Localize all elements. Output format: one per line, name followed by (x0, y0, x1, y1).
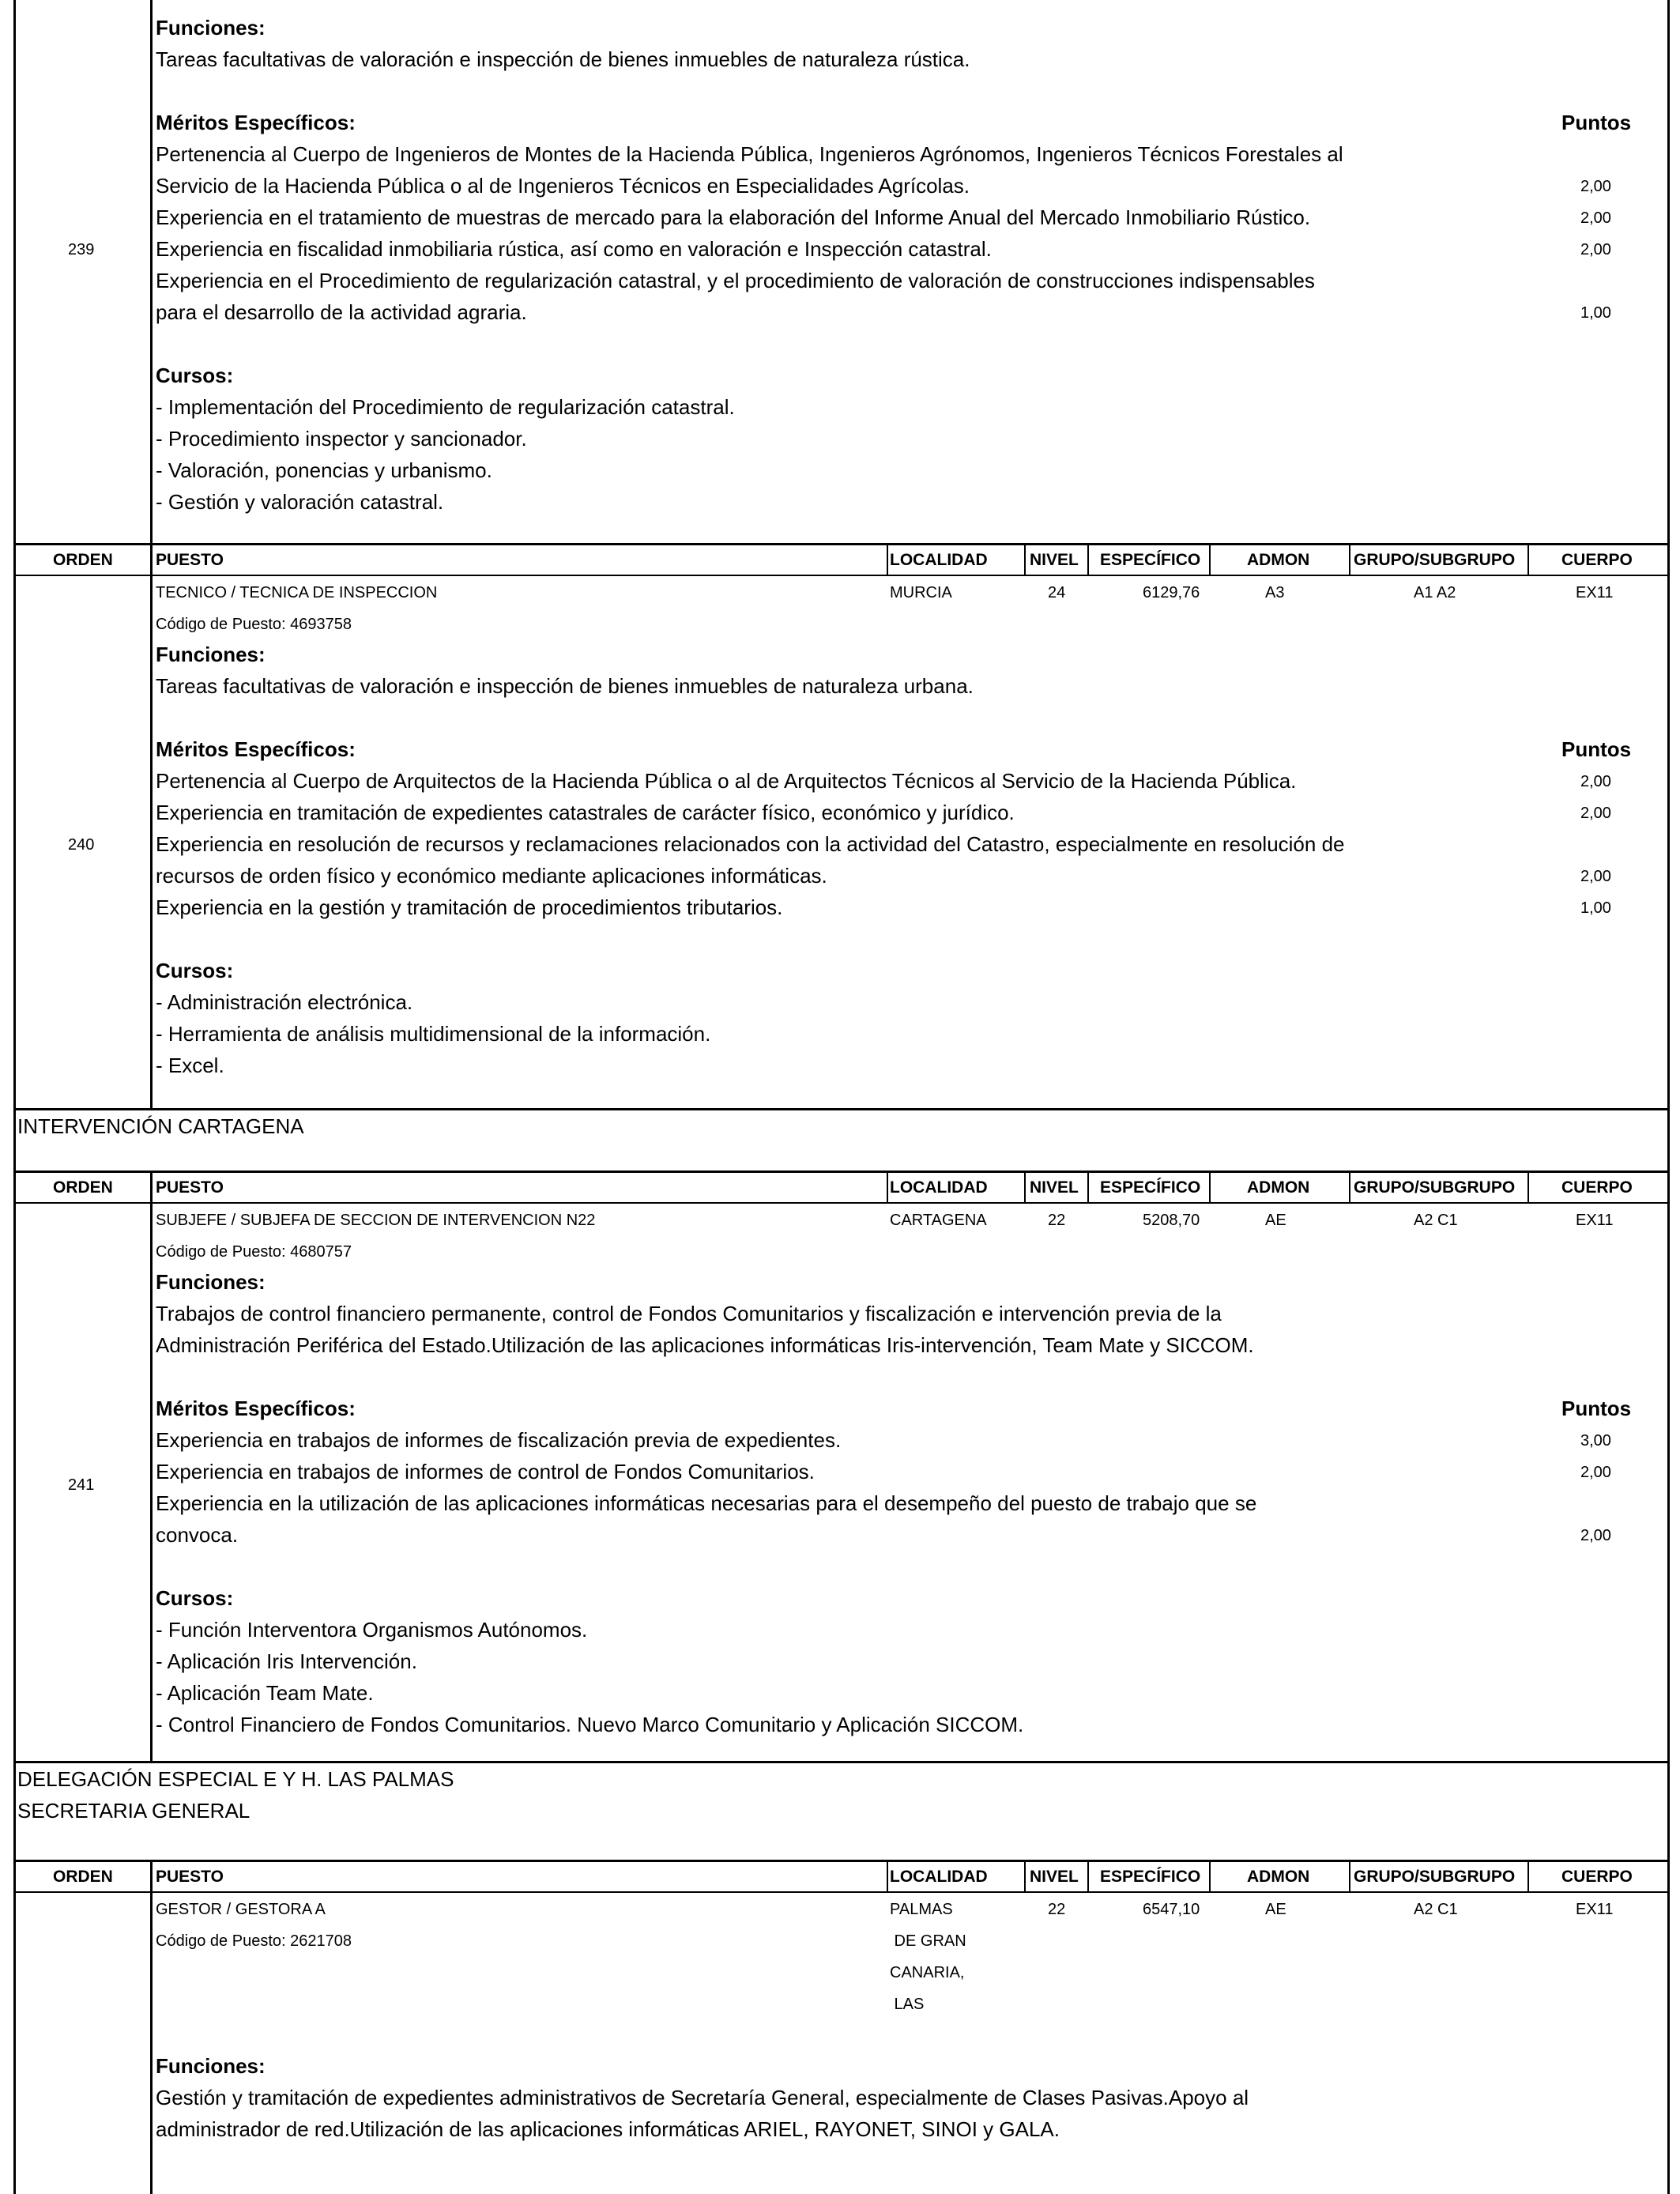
puesto-title: GESTOR / GESTORA A (156, 1901, 326, 1918)
header-cuerpo: CUERPO (1561, 1178, 1633, 1197)
cursos-label: Cursos: (156, 1586, 234, 1610)
cursos-label: Cursos: (156, 364, 234, 387)
merit-text: Experiencia en tramitación de expedientes catastrales de carácter físico, económico y jurídico. (156, 801, 1015, 824)
funciones-text: Tareas facultativas de valoración e inspección de bienes inmuebles de naturaleza urbana. (156, 674, 974, 698)
header-nivel: NIVEL (1030, 1868, 1079, 1886)
header-bottom-line (13, 1891, 1670, 1893)
admon-value: A3 (1265, 584, 1285, 601)
header-col-divider (1209, 1171, 1211, 1202)
header-puesto: PUESTO (156, 1178, 224, 1197)
localidad-value: DE GRAN (890, 1932, 966, 1950)
orden-divider-241 (150, 1173, 153, 1762)
codigo-puesto: Código de Puesto: 4693758 (156, 616, 352, 633)
header-col-divider (1527, 1171, 1529, 1202)
merit-text: para el desarrollo de la actividad agraria. (156, 300, 527, 324)
section-title: INTERVENCIÓN CARTAGENA (17, 1114, 304, 1138)
merit-points: 2,00 (1580, 241, 1611, 258)
header-admon: ADMON (1247, 1178, 1310, 1197)
admon-value: AE (1265, 1901, 1286, 1918)
header-top-line (13, 543, 1670, 545)
header-bottom-line (13, 575, 1670, 576)
admon-value: AE (1265, 1212, 1286, 1229)
localidad-value: PALMAS (890, 1901, 953, 1918)
funciones-text: Gestión y tramitación de expedientes administrativos de Secretaría General, especialmente de Clases Pasivas.Apoyo al (156, 2086, 1249, 2109)
right-border (1667, 0, 1670, 2194)
header-col-divider (1527, 543, 1529, 575)
header-especifico: ESPECÍFICO (1100, 1868, 1201, 1886)
merit-text: Experiencia en resolución de recursos y reclamaciones relacionados con la actividad del Catastro, especialmente en resolución de (156, 832, 1345, 856)
grupo-value: A2 C1 (1414, 1901, 1458, 1918)
puntos-label: Puntos (1561, 111, 1632, 134)
funciones-text: Administración Periférica del Estado.Utilización de las aplicaciones informáticas Iris-intervención, Team Mate y SICCOM. (156, 1333, 1254, 1357)
header-puesto: PUESTO (156, 551, 224, 569)
header-cuerpo: CUERPO (1561, 551, 1633, 569)
header-orden: ORDEN (53, 1868, 113, 1886)
funciones-label: Funciones: (156, 1270, 266, 1294)
merit-text: Experiencia en la gestión y tramitación de procedimientos tributarios. (156, 895, 783, 919)
cuerpo-value: EX11 (1576, 584, 1614, 601)
localidad-value: CARTAGENA (890, 1212, 987, 1229)
merit-text: recursos de orden físico y económico mediante aplicaciones informáticas. (156, 864, 827, 888)
curso-item: - Aplicación Team Mate. (156, 1681, 374, 1705)
left-border (13, 0, 16, 2194)
header-especifico: ESPECÍFICO (1100, 551, 1201, 569)
merit-text: Pertenencia al Cuerpo de Arquitectos de la Hacienda Pública o al de Arquitectos Técnicos al Servicio de la Hacienda Pública. (156, 769, 1297, 793)
funciones-text: administrador de red.Utilización de las aplicaciones informáticas ARIEL, RAYONET, SINOI y GALA. (156, 2117, 1060, 2141)
merit-text: Experiencia en el tratamiento de muestras de mercado para la elaboración del Informe Anual del Mercado Inmobiliario Rústico. (156, 205, 1311, 229)
curso-item: - Administración electrónica. (156, 990, 413, 1014)
grupo-value: A1 A2 (1414, 584, 1456, 601)
especifico-value: 6129,76 (1143, 584, 1200, 601)
orden-number: 240 (68, 836, 95, 854)
section-line (13, 1108, 1670, 1110)
header-col-divider (1349, 1860, 1350, 1891)
header-col-divider (1087, 543, 1089, 575)
header-col-divider (887, 543, 888, 575)
header-grupo: GRUPO/SUBGRUPO (1354, 551, 1516, 569)
section-subtitle: SECRETARIA GENERAL (17, 1799, 250, 1823)
header-col-divider (1087, 1171, 1089, 1202)
merit-text: Pertenencia al Cuerpo de Ingenieros de Montes de la Hacienda Pública, Ingenieros Agrónomos, Ingenieros Técnicos Forestales al (156, 142, 1343, 166)
header-col-divider (1527, 1860, 1529, 1891)
funciones-label: Funciones: (156, 643, 266, 666)
header-orden: ORDEN (53, 1178, 113, 1197)
merit-text: Experiencia en trabajos de informes de fiscalización previa de expedientes. (156, 1428, 842, 1452)
merit-points: 2,00 (1580, 209, 1611, 227)
codigo-puesto: Código de Puesto: 4680757 (156, 1243, 352, 1261)
header-grupo: GRUPO/SUBGRUPO (1354, 1178, 1516, 1197)
orden-divider-242 (150, 1862, 153, 2194)
merit-text: convoca. (156, 1523, 239, 1547)
merit-points: 1,00 (1580, 304, 1611, 322)
funciones-text: Trabajos de control financiero permanente, control de Fondos Comunitarios y fiscalización e intervención previa de la (156, 1302, 1222, 1325)
merit-text: Experiencia en trabajos de informes de control de Fondos Comunitarios. (156, 1460, 815, 1483)
nivel-value: 22 (1048, 1212, 1066, 1229)
curso-item: - Aplicación Iris Intervención. (156, 1649, 417, 1673)
funciones-label: Funciones: (156, 2054, 266, 2078)
especifico-value: 5208,70 (1143, 1212, 1200, 1229)
merit-text: Servicio de la Hacienda Pública o al de Ingenieros Técnicos en Especialidades Agrícolas. (156, 174, 970, 198)
codigo-puesto: Código de Puesto: 2621708 (156, 1932, 352, 1950)
header-admon: ADMON (1247, 1868, 1310, 1886)
merit-points: 1,00 (1580, 899, 1611, 917)
header-top-line (13, 1171, 1670, 1173)
merit-points: 2,00 (1580, 178, 1611, 195)
header-especifico: ESPECÍFICO (1100, 1178, 1201, 1197)
meritos-label: Méritos Específicos: (156, 111, 356, 134)
header-localidad: LOCALIDAD (890, 1868, 988, 1886)
puesto-title: SUBJEFE / SUBJEFA DE SECCION DE INTERVENCION N22 (156, 1212, 596, 1229)
header-col-divider (1024, 543, 1026, 575)
header-orden: ORDEN (53, 551, 113, 569)
merit-text: Experiencia en el Procedimiento de regularización catastral, y el procedimiento de valoración de construcciones indispensables (156, 269, 1315, 292)
header-admon: ADMON (1247, 551, 1310, 569)
puesto-title: TECNICO / TECNICA DE INSPECCION (156, 584, 438, 601)
header-col-divider (887, 1171, 888, 1202)
localidad-value: MURCIA (890, 584, 952, 601)
curso-item: - Valoración, ponencias y urbanismo. (156, 458, 492, 482)
curso-item: - Herramienta de análisis multidimensional de la información. (156, 1022, 711, 1046)
curso-item: - Excel. (156, 1054, 224, 1077)
section-title: DELEGACIÓN ESPECIAL E Y H. LAS PALMAS (17, 1767, 454, 1791)
merit-points: 2,00 (1580, 1527, 1611, 1544)
header-col-divider (1209, 1860, 1211, 1891)
header-grupo: GRUPO/SUBGRUPO (1354, 1868, 1516, 1886)
cursos-label: Cursos: (156, 959, 234, 982)
orden-divider-239 (150, 0, 153, 545)
merit-points: 2,00 (1580, 868, 1611, 885)
merit-points: 3,00 (1580, 1432, 1611, 1449)
merit-points: 2,00 (1580, 1464, 1611, 1481)
meritos-label: Méritos Específicos: (156, 737, 356, 761)
localidad-value: CANARIA, (890, 1964, 965, 1981)
puntos-label: Puntos (1561, 737, 1632, 761)
merit-text: Experiencia en fiscalidad inmobiliaria rústica, así como en valoración e Inspección catastral. (156, 237, 992, 261)
especifico-value: 6547,10 (1143, 1901, 1200, 1918)
section-line (13, 1761, 1670, 1763)
curso-item: - Implementación del Procedimiento de regularización catastral. (156, 395, 735, 419)
curso-item: - Procedimiento inspector y sancionador. (156, 427, 527, 450)
header-puesto: PUESTO (156, 1868, 224, 1886)
cuerpo-value: EX11 (1576, 1212, 1614, 1229)
header-col-divider (1024, 1860, 1026, 1891)
funciones-label: Funciones: (156, 16, 266, 40)
header-col-divider (1209, 543, 1211, 575)
header-col-divider (1024, 1171, 1026, 1202)
curso-item: - Gestión y valoración catastral. (156, 490, 444, 514)
curso-item: - Control Financiero de Fondos Comunitarios. Nuevo Marco Comunitario y Aplicación SICCOM. (156, 1713, 1024, 1736)
funciones-text: Tareas facultativas de valoración e inspección de bienes inmuebles de naturaleza rústica. (156, 47, 970, 71)
header-col-divider (1349, 1171, 1350, 1202)
header-bottom-line (13, 1202, 1670, 1204)
header-top-line (13, 1860, 1670, 1862)
header-localidad: LOCALIDAD (890, 1178, 988, 1197)
grupo-value: A2 C1 (1414, 1212, 1458, 1229)
curso-item: - Función Interventora Organismos Autónomos. (156, 1618, 588, 1642)
merit-points: 2,00 (1580, 773, 1611, 790)
nivel-value: 24 (1048, 584, 1066, 601)
nivel-value: 22 (1048, 1901, 1066, 1918)
header-col-divider (1087, 1860, 1089, 1891)
orden-number: 241 (68, 1476, 95, 1494)
merit-points: 2,00 (1580, 805, 1611, 822)
header-nivel: NIVEL (1030, 1178, 1079, 1197)
header-cuerpo: CUERPO (1561, 1868, 1633, 1886)
header-col-divider (1349, 543, 1350, 575)
localidad-value: LAS (890, 1996, 925, 2013)
header-col-divider (887, 1860, 888, 1891)
merit-text: Experiencia en la utilización de las aplicaciones informáticas necesarias para el desempeño del puesto de trabajo que se (156, 1491, 1257, 1515)
orden-divider-240 (150, 545, 153, 1110)
cuerpo-value: EX11 (1576, 1901, 1614, 1918)
header-localidad: LOCALIDAD (890, 551, 988, 569)
header-nivel: NIVEL (1030, 551, 1079, 569)
orden-number: 239 (68, 241, 95, 258)
meritos-label: Méritos Específicos: (156, 1397, 356, 1420)
puntos-label: Puntos (1561, 1397, 1632, 1420)
